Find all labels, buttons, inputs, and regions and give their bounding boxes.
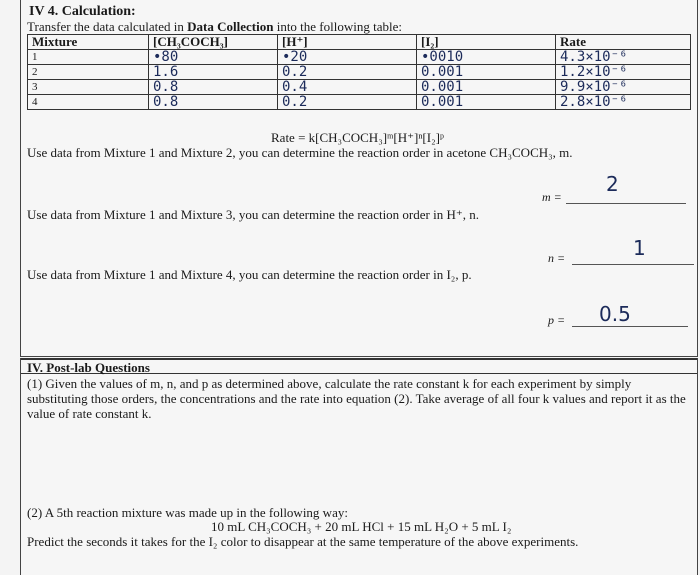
cell-acetone[interactable]: •80 xyxy=(149,50,278,65)
cell-acetone[interactable]: 0.8 xyxy=(149,80,278,95)
cell-mixture: 3 xyxy=(28,80,149,95)
intro-bold: Data Collection xyxy=(187,19,274,34)
cell-i2[interactable]: 0.001 xyxy=(417,80,556,95)
table-row xyxy=(28,95,691,110)
header-i2: [I₂] xyxy=(417,35,556,50)
table-row xyxy=(28,80,691,95)
intro-prefix: Transfer the data calculated in xyxy=(27,19,188,34)
post-question-2: (2) A 5th reaction mixture was made up in the following way: xyxy=(27,505,348,520)
header-h: [H⁺] xyxy=(278,35,417,50)
header-mixture: Mixture xyxy=(28,35,149,50)
calculation-section xyxy=(20,0,698,357)
cell-mixture: 2 xyxy=(28,65,149,80)
cell-rate[interactable]: 2.8×10⁻⁶ xyxy=(556,95,691,110)
m-answer-line[interactable] xyxy=(566,203,686,204)
table-instructions xyxy=(27,19,402,35)
header-acetone: [CH₃COCH₃] xyxy=(149,35,278,50)
cell-rate[interactable]: 9.9×10⁻⁶ xyxy=(556,80,691,95)
cell-h[interactable]: 0.2 xyxy=(278,65,417,80)
question-p: Use data from Mixture 1 and Mixture 4, you can determine the reaction order in I₂, p. xyxy=(27,267,472,282)
post-question-2-ask: Predict the seconds it takes for the I₂ color to disappear at the same temperature of the above experiments. xyxy=(27,534,579,549)
table-row xyxy=(28,50,691,65)
question-n: Use data from Mixture 1 and Mixture 3, you can determine the reaction order in H⁺, n. xyxy=(27,207,479,222)
reaction-mixture: 10 mL CH₃COCH₃ + 20 mL HCl + 15 mL H₂O + 5 mL I₂ xyxy=(211,519,512,534)
post-lab-section xyxy=(20,358,698,575)
p-answer-line[interactable] xyxy=(572,326,688,327)
cell-mixture: 1 xyxy=(28,50,149,65)
data-table xyxy=(27,34,691,110)
rate-equation: Rate = k[CH₃COCH₃]ᵐ[H⁺]ⁿ[I₂]ᵖ xyxy=(271,130,444,145)
question-m: Use data from Mixture 1 and Mixture 2, you can determine the reaction order in acetone CH₃COCH₃, m. xyxy=(27,145,573,160)
cell-i2[interactable]: 0.001 xyxy=(417,95,556,110)
n-label: n = xyxy=(548,251,566,265)
cell-mixture: 4 xyxy=(28,95,149,110)
p-answer[interactable]: 0.5 xyxy=(599,302,631,326)
post-question-1: (1) Given the values of m, n, and p as determined above, calculate the rate constant k for each experiment by simply substituting those orders, the concentrations and the rate into equation (2). Take average of all four k values and report it as the value of rate constant k. xyxy=(27,376,686,421)
cell-i2[interactable]: 0.001 xyxy=(417,65,556,80)
n-answer[interactable]: 1 xyxy=(633,236,646,260)
p-label: p = xyxy=(548,313,566,327)
n-answer-line[interactable] xyxy=(572,264,694,265)
cell-rate[interactable]: 4.3×10⁻⁶ xyxy=(556,50,691,65)
cell-h[interactable]: 0.2 xyxy=(278,95,417,110)
intro-suffix: into the following table: xyxy=(273,19,402,34)
post-lab-title: IV. Post-lab Questions xyxy=(21,358,697,374)
cell-acetone[interactable]: 1.6 xyxy=(149,65,278,80)
cell-h[interactable]: 0.4 xyxy=(278,80,417,95)
section-title: IV 4. Calculation: xyxy=(29,4,136,19)
cell-rate[interactable]: 1.2×10⁻⁶ xyxy=(556,65,691,80)
m-answer[interactable]: 2 xyxy=(606,172,619,196)
cell-acetone[interactable]: 0.8 xyxy=(149,95,278,110)
table-row xyxy=(28,65,691,80)
cell-i2[interactable]: •0010 xyxy=(417,50,556,65)
m-label: m = xyxy=(542,190,562,204)
cell-h[interactable]: •20 xyxy=(278,50,417,65)
header-rate: Rate xyxy=(556,35,691,50)
